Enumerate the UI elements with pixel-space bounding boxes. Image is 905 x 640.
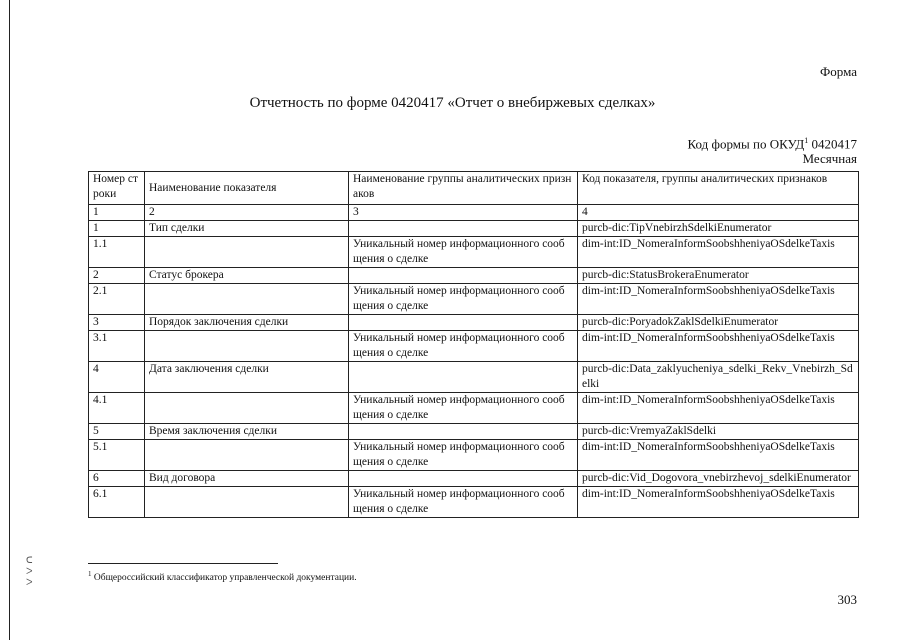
cell-row-number: 2.1 (89, 284, 145, 315)
cell-row-number: 3 (89, 315, 145, 331)
period-label: Месячная (802, 151, 857, 166)
table-row (89, 205, 859, 221)
cell-row-number: 1 (89, 221, 145, 237)
header-row-number: Номер строки (89, 172, 145, 205)
cell-indicator-name (145, 487, 349, 518)
table-row (89, 268, 859, 284)
cell-indicator-name: Тип сделки (145, 221, 349, 237)
cell-indicator-name (145, 284, 349, 315)
okud-footnote-marker: 1 (804, 136, 809, 145)
table-row (89, 471, 859, 487)
page-number: 303 (837, 592, 857, 607)
cell-code: dim-int:ID_NomeraInformSoobshheniyaOSdelkeTaxis (578, 487, 859, 518)
cell-code: dim-int:ID_NomeraInformSoobshheniyaOSdelkeTaxis (578, 331, 859, 362)
cell-group-name: Уникальный номер информационного сообщения о сделке (349, 393, 578, 424)
cell-code: 4 (578, 205, 859, 221)
cell-code: dim-int:ID_NomeraInformSoobshheniyaOSdelkeTaxis (578, 237, 859, 268)
cell-group-name (349, 315, 578, 331)
cell-group-name (349, 424, 578, 440)
cell-row-number: 5.1 (89, 440, 145, 471)
table-row (89, 284, 859, 315)
cell-row-number: 3.1 (89, 331, 145, 362)
cell-group-name: Уникальный номер информационного сообщения о сделке (349, 237, 578, 268)
header-code: Код показателя, группы аналитических признаков (578, 172, 859, 205)
cell-group-name: Уникальный номер информационного сообщения о сделке (349, 487, 578, 518)
table-row (89, 331, 859, 362)
cell-code: purcb-dic:PoryadokZaklSdelkiEnumerator (578, 315, 859, 331)
header-indicator-name: Наименование показателя (145, 172, 349, 205)
okud-prefix: Код формы по ОКУД (687, 136, 805, 152)
cell-group-name (349, 268, 578, 284)
cell-group-name (349, 362, 578, 393)
cell-indicator-name: 2 (145, 205, 349, 221)
cell-row-number: 4 (89, 362, 145, 393)
cell-row-number: 6.1 (89, 487, 145, 518)
cell-code: dim-int:ID_NomeraInformSoobshheniyaOSdelkeTaxis (578, 440, 859, 471)
cell-indicator-name: Вид договора (145, 471, 349, 487)
header-group-name: Наименование группы аналитических признаков (349, 172, 578, 205)
margin-scan-mark: ᑕ ᐳ ᐳ (26, 555, 33, 587)
cell-indicator-name (145, 393, 349, 424)
cell-code: dim-int:ID_NomeraInformSoobshheniyaOSdelkeTaxis (578, 284, 859, 315)
footnote-rule (88, 563, 278, 564)
cell-indicator-name (145, 331, 349, 362)
table-row (89, 487, 859, 518)
cell-group-name: Уникальный номер информационного сообщения о сделке (349, 440, 578, 471)
cell-group-name (349, 221, 578, 237)
table-body (89, 205, 859, 518)
cell-row-number: 1.1 (89, 237, 145, 268)
cell-indicator-name (145, 440, 349, 471)
table-row (89, 440, 859, 471)
cell-row-number: 5 (89, 424, 145, 440)
cell-indicator-name: Статус брокера (145, 268, 349, 284)
cell-code: purcb-dic:StatusBrokeraEnumerator (578, 268, 859, 284)
cell-code: purcb-dic:TipVnebirzhSdelkiEnumerator (578, 221, 859, 237)
table-row (89, 393, 859, 424)
cell-group-name: 3 (349, 205, 578, 221)
cell-code: purcb-dic:VremyaZaklSdelki (578, 424, 859, 440)
cell-code: purcb-dic:Data_zaklyucheniya_sdelki_Rekv_Vnebirzh_Sdelki (578, 362, 859, 393)
cell-indicator-name: Дата заключения сделки (145, 362, 349, 393)
table-header-row (89, 172, 859, 205)
cell-row-number: 4.1 (89, 393, 145, 424)
table-row (89, 315, 859, 331)
document-title: Отчетность по форме 0420417 «Отчет о внебиржевых сделках» (249, 95, 656, 111)
table-row (89, 237, 859, 268)
cell-group-name (349, 471, 578, 487)
table-row (89, 221, 859, 237)
form-label: Форма (820, 64, 857, 79)
okud-code-line (688, 136, 857, 152)
okud-code: 0420417 (808, 136, 857, 152)
cell-row-number: 2 (89, 268, 145, 284)
cell-indicator-name: Порядок заключения сделки (145, 315, 349, 331)
cell-group-name: Уникальный номер информационного сообщения о сделке (349, 284, 578, 315)
indicators-table (88, 171, 859, 518)
cell-indicator-name: Время заключения сделки (145, 424, 349, 440)
cell-row-number: 1 (89, 205, 145, 221)
footnote-marker: 1 (88, 570, 92, 578)
cell-code: purcb-dic:Vid_Dogovora_vnebirzhevoj_sdelkiEnumerator (578, 471, 859, 487)
cell-indicator-name (145, 237, 349, 268)
table-row (89, 424, 859, 440)
cell-row-number: 6 (89, 471, 145, 487)
footnote-text: Общероссийский классификатор управленческой документации. (91, 573, 357, 584)
footnote (88, 570, 357, 583)
table-row (89, 362, 859, 393)
cell-code: dim-int:ID_NomeraInformSoobshheniyaOSdelkeTaxis (578, 393, 859, 424)
cell-group-name: Уникальный номер информационного сообщения о сделке (349, 331, 578, 362)
